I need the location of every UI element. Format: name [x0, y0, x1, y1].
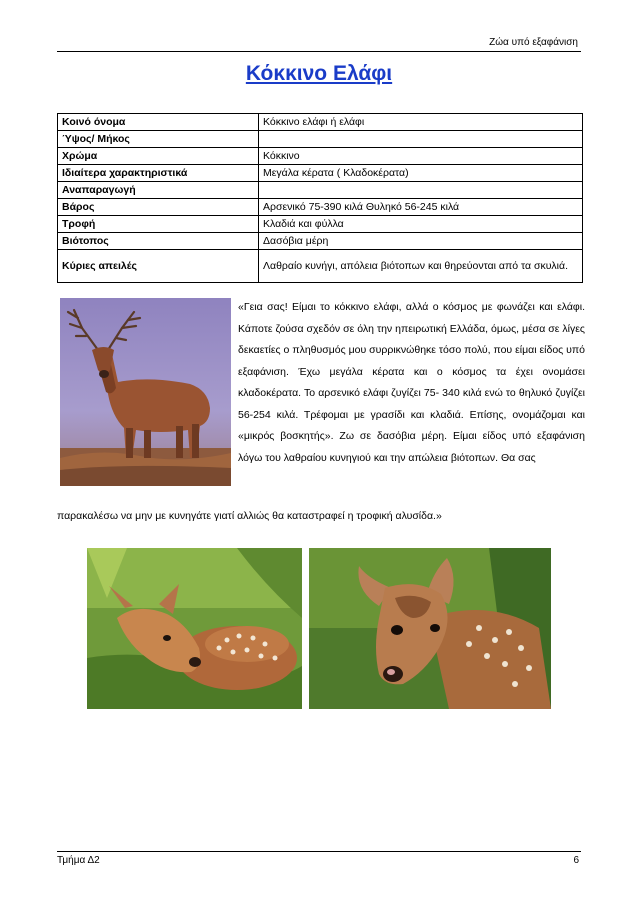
intro-paragraph: «Γεια σας! Είμαι το κόκκινο ελάφι, αλλά ο κόσμος με φωνάζει και ελάφι. Κάποτε ζούσα σχεδόν σε όλη την ηπειρωτική Ελλάδα, όμως, μέσα σε λίγες δεκαετίες ο πληθυσμός μου συρρικνώθηκε τόσο πολύ, που είμαι είδος υπό εξαφάνιση. Έχω μεγάλα κέρατα και ο κόσμος τα έχει ονομάσει κλαδοκέρατα. Το αρσενικό ελάφι ζυγίζει 75- 340 κιλά ενώ το θηλυκό ζυγίζει 56-254 κιλά. Τρέφομαι με γρασίδι και κλαδιά. Επίσης, ονομάζομαι και «μικρός βοσκητής». Ζω σε δασόβια μέρη. Είμαι είδος υπό εξαφάνιση λόγω του λαθραίου κυνηγιού και την απώλεια βιότοπων. Θα σας — [238, 301, 585, 464]
table-row — [58, 233, 583, 250]
row-value: Αρσενικό 75-390 κιλά Θυληκό 56-245 κιλά — [259, 199, 583, 216]
header-text: Ζώα υπό εξαφάνιση — [489, 37, 578, 48]
header-divider — [57, 51, 581, 52]
table-row — [58, 199, 583, 216]
footer-divider — [57, 851, 581, 852]
row-key: Τροφή — [58, 216, 259, 233]
page-number: 6 — [573, 855, 579, 866]
row-key: Χρώμα — [58, 148, 259, 165]
row-key: Ιδιαίτερα χαρακτηριστικά — [58, 165, 259, 182]
intro-paragraph-continued: παρακαλέσω να μην με κυνηγάτε γιατί αλλιώς θα καταστραφεί η τροφική αλυσίδα.» — [57, 510, 442, 522]
row-value: Κόκκινο ελάφι ή ελάφι — [259, 114, 583, 131]
row-key: Ύψος/ Μήκος — [58, 131, 259, 148]
table-row — [58, 114, 583, 131]
row-value — [259, 182, 583, 199]
row-value: Λαθραίο κυνήγι, απόλεια βιότοπων και θηρεύονται από τα σκυλιά. — [259, 250, 583, 283]
table-row — [58, 165, 583, 182]
table-row — [58, 250, 583, 283]
row-value: Κόκκινο — [259, 148, 583, 165]
fawn-lying-photo — [87, 548, 302, 709]
table-row — [58, 216, 583, 233]
row-value: Δασόβια μέρη — [259, 233, 583, 250]
red-deer-stag-photo — [60, 298, 231, 486]
table-row — [58, 131, 583, 148]
fawn-portrait-photo — [309, 548, 551, 709]
row-key: Κύριες απειλές — [58, 250, 259, 283]
table-row — [58, 182, 583, 199]
page-title: Κόκκινο Ελάφι — [245, 62, 393, 85]
table-row — [58, 148, 583, 165]
row-key: Αναπαραγωγή — [58, 182, 259, 199]
row-key: Βάρος — [58, 199, 259, 216]
row-value: Κλαδιά και φύλλα — [259, 216, 583, 233]
footer-class-label: Τμήμα Δ2 — [57, 855, 100, 866]
row-key: Κοινό όνομα — [58, 114, 259, 131]
info-table — [57, 113, 583, 283]
row-value — [259, 131, 583, 148]
row-value: Μεγάλα κέρατα ( Κλαδοκέρατα) — [259, 165, 583, 182]
row-key: Βιότοπος — [58, 233, 259, 250]
